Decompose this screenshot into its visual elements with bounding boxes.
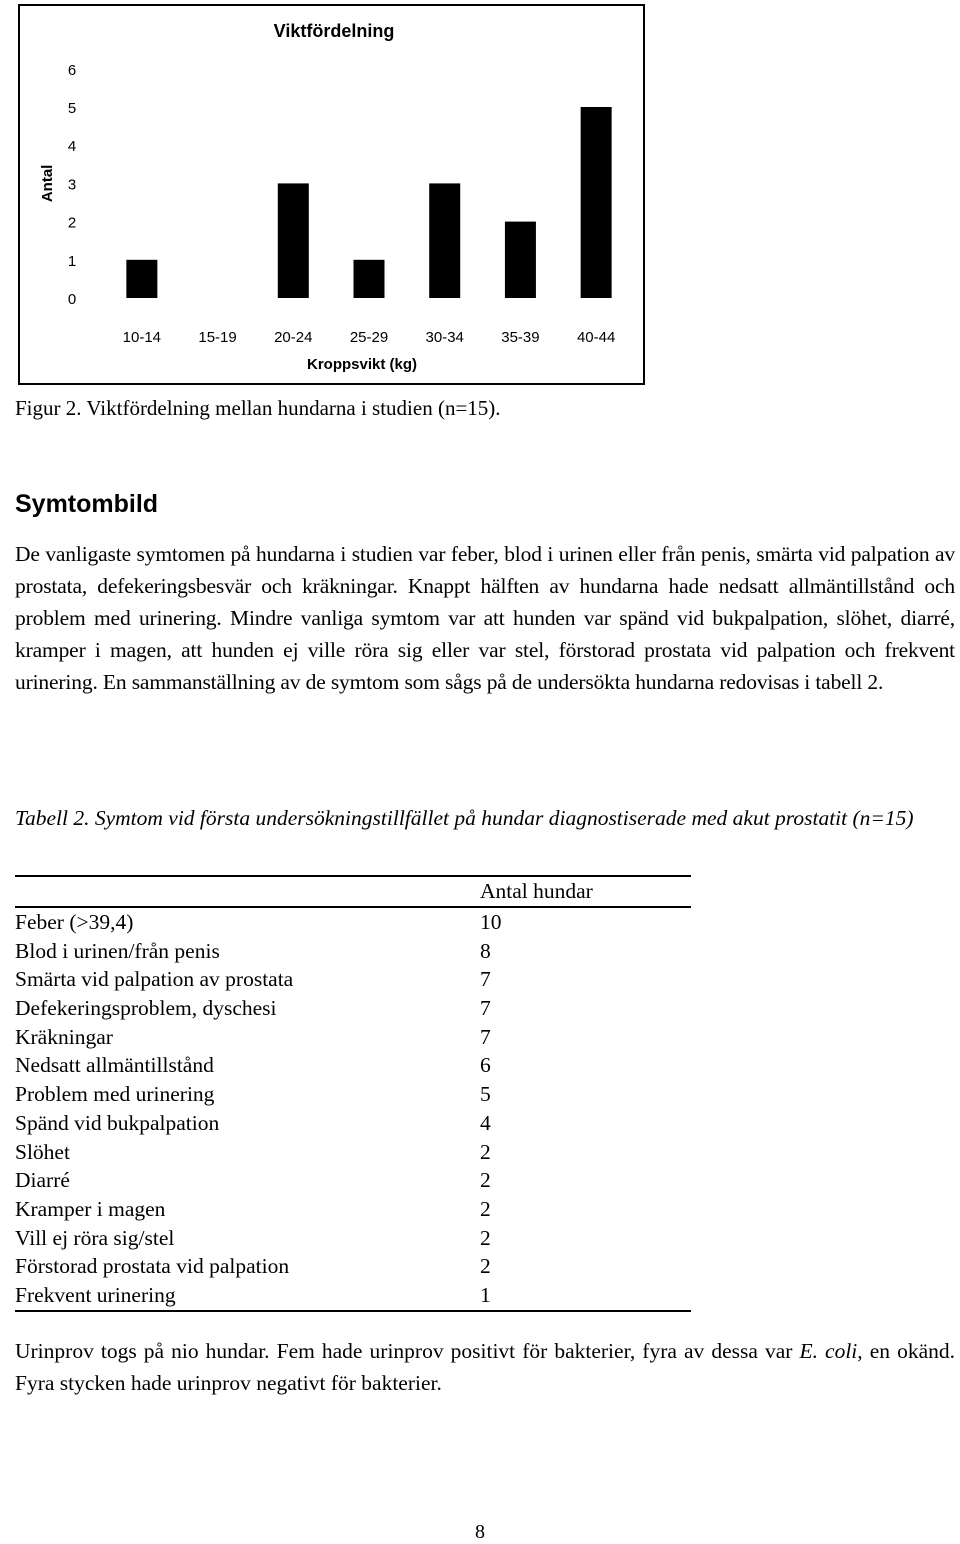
symptom-label: Defekeringsproblem, dyschesi	[15, 996, 277, 1021]
symptom-count: 2	[480, 1254, 491, 1279]
y-tick-label: 6	[67, 61, 77, 79]
y-tick-label: 0	[67, 291, 77, 308]
x-tick-label: 15-19	[198, 329, 237, 346]
table-row	[15, 1109, 691, 1138]
bar-35-39	[505, 222, 536, 298]
table-row	[15, 1080, 691, 1109]
body-paragraph	[15, 538, 955, 698]
urine-text-part1: Urinprov togs på nio hundar. Fem hade urinprov positivt för bakterier, fyra av dessa var	[15, 1339, 800, 1363]
symptom-count: 2	[480, 1196, 491, 1221]
table-row	[15, 994, 691, 1023]
symptom-label: Blod i urinen/från penis	[15, 938, 220, 963]
table-row	[15, 1281, 691, 1310]
symptom-count: 2	[480, 1225, 491, 1250]
table-row	[15, 908, 691, 937]
symptom-table	[15, 875, 691, 1312]
symptom-count: 2	[480, 1168, 491, 1193]
symptom-count: 7	[480, 967, 491, 992]
symptom-count: 7	[480, 1024, 491, 1049]
bar-10-14	[126, 260, 157, 298]
table-row	[15, 1138, 691, 1167]
table-header-row	[15, 877, 691, 908]
symptom-count: 8	[480, 938, 491, 963]
urine-paragraph-text	[15, 1335, 955, 1399]
symptom-count: 2	[480, 1139, 491, 1164]
table-row	[15, 1252, 691, 1281]
page-number: 8	[475, 1521, 485, 1543]
bar-20-24	[278, 183, 309, 298]
chart-frame	[18, 4, 645, 385]
section-heading: Symtombild	[15, 490, 159, 518]
symptom-label: Kräkningar	[15, 1024, 113, 1049]
table-caption: Tabell 2. Symtom vid första undersökningstillfället på hundar diagnostiserade med akut prostatit (n=15)	[15, 806, 914, 830]
chart-title: Viktfördelning	[273, 21, 395, 41]
symptom-label: Nedsatt allmäntillstånd	[15, 1053, 214, 1078]
y-tick-label: 5	[67, 100, 77, 117]
y-tick-label: 1	[67, 252, 77, 270]
table-header-count: Antal hundar	[480, 879, 593, 903]
y-tick-label: 3	[67, 176, 77, 194]
symptom-label: Diarré	[15, 1168, 70, 1193]
urine-text-species: E. coli	[799, 1339, 858, 1363]
table-row	[15, 1195, 691, 1224]
table-row	[15, 965, 691, 994]
figure-caption: Figur 2. Viktfördelning mellan hundarna i studien (n=15).	[15, 396, 501, 420]
x-axis-label: Kroppsvikt (kg)	[306, 356, 418, 373]
symptom-label: Spänd vid bukpalpation	[15, 1110, 220, 1135]
table-body	[15, 908, 691, 1310]
x-tick-label: 20-24	[274, 329, 313, 346]
urine-paragraph	[15, 1335, 955, 1399]
symptom-label: Smärta vid palpation av prostata	[15, 967, 294, 992]
symptom-label: Förstorad prostata vid palpation	[15, 1254, 290, 1279]
x-tick-label: 10-14	[122, 329, 162, 346]
table-row	[15, 1023, 691, 1052]
x-tick-label: 40-44	[576, 329, 616, 346]
symptom-count: 4	[480, 1110, 491, 1135]
table-row	[15, 1166, 691, 1195]
weight-distribution-chart	[20, 6, 647, 387]
bar-40-44	[581, 107, 612, 298]
symptom-label: Slöhet	[15, 1139, 70, 1164]
symptom-label: Feber (>39,4)	[15, 910, 134, 934]
y-tick-label: 2	[67, 214, 77, 232]
table-row	[15, 1224, 691, 1253]
body-paragraph-text: De vanligaste symtomen på hundarna i studien var feber, blod i urinen eller från penis, smärta vid palpation av prostata, defekeringsbesvär och kräkningar. Knappt hälften av hundarna hade nedsatt allmäntillstånd och problem med urinering. Mindre vanliga symtom var att hunden var spänd vid bukpalpation, slöhet, diarré, kramper i magen, att hunden ej ville röra sig eller var stel, förstorad prostata vid palpation och frekvent urinering. En sammanställning av de symtom som sågs på de undersökta hundarna redovisas i tabell 2.	[15, 542, 955, 694]
table-row	[15, 937, 691, 966]
y-tick-label: 4	[67, 138, 77, 156]
symptom-label: Kramper i magen	[15, 1196, 166, 1221]
bar-25-29	[354, 260, 385, 298]
symptom-label: Frekvent urinering	[15, 1282, 176, 1307]
symptom-count: 5	[480, 1082, 491, 1107]
urine-text-part2: , en okänd. Fyra stycken hade urinprov negativt för bakterier.	[15, 1339, 955, 1395]
x-tick-label: 35-39	[501, 329, 540, 346]
symptom-count: 1	[480, 1282, 491, 1307]
bar-30-34	[429, 183, 460, 298]
y-axis-label: Antal	[39, 164, 56, 203]
symptom-count: 7	[480, 996, 491, 1021]
symptom-count: 10	[480, 910, 502, 934]
x-tick-label: 30-34	[425, 329, 464, 346]
table-bottom-rule	[15, 1310, 691, 1312]
symptom-label: Vill ej röra sig/stel	[15, 1225, 175, 1250]
symptom-count: 6	[480, 1053, 491, 1078]
table-row	[15, 1051, 691, 1080]
x-tick-label: 25-29	[349, 329, 389, 346]
symptom-label: Problem med urinering	[15, 1082, 215, 1107]
